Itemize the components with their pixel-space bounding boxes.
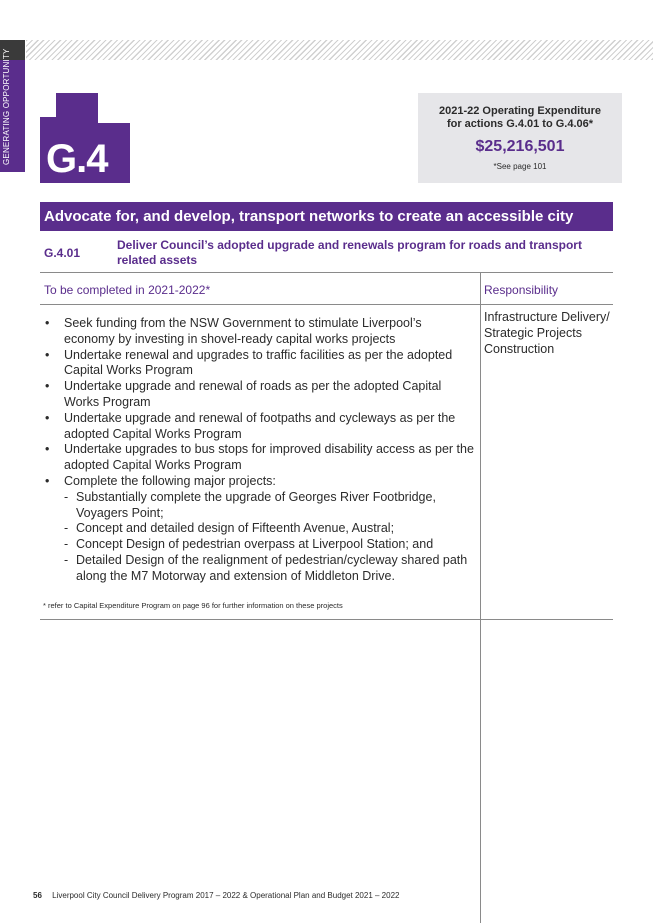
column-header-responsibility: Responsibility <box>484 283 559 297</box>
subtask-item: - Concept and detailed design of Fifteenth Avenue, Austral; <box>43 521 475 537</box>
task-item: • Undertake renewal and upgrades to traffic facilities as per the adopted Capital Works Program <box>43 348 475 380</box>
strategy-code: G.4 <box>46 137 108 181</box>
responsibility-cell <box>484 309 612 357</box>
subtask-item: - Concept Design of pedestrian overpass at Liverpool Station; and <box>43 537 475 553</box>
page-footer <box>33 891 399 900</box>
expenditure-title: 2021-22 Operating Expenditure for actions G.4.01 to G.4.06* <box>439 105 601 130</box>
expenditure-amount: $25,216,501 <box>475 138 565 155</box>
task-list <box>43 316 475 585</box>
subtask-item: - Substantially complete the upgrade of Georges River Footbridge, Voyagers Point; <box>43 490 475 522</box>
action-title: Deliver Council’s adopted upgrade and renewals program for roads and transport related assets <box>117 238 582 267</box>
action-code: G.4.01 <box>44 246 81 260</box>
side-section-label: GENERATING OPPORTUNITY <box>2 48 11 165</box>
decorative-hatch-band <box>26 40 653 60</box>
responsibility-line: Strategic Projects <box>484 326 582 340</box>
task-item: • Complete the following major projects: <box>43 474 475 490</box>
page-number: 56 <box>33 891 42 900</box>
strategy-banner: Advocate for, and develop, transport networks to create an accessible city <box>40 202 613 230</box>
responsibility-line: Infrastructure Delivery/ <box>484 310 610 324</box>
expenditure-box <box>418 93 622 183</box>
table-footnote: * refer to Capital Expenditure Program on page 96 for further information on these projects <box>43 601 343 610</box>
column-header-tasks: To be completed in 2021-2022* <box>44 283 211 297</box>
task-item: • Undertake upgrades to bus stops for improved disability access as per the adopted Capital Works Program <box>43 442 475 474</box>
responsibility-line: Construction <box>484 342 555 356</box>
banner-underline <box>40 230 613 231</box>
footer-text: Liverpool City Council Delivery Program 2017 – 2022 & Operational Plan and Budget 2021 – 2022 <box>52 891 400 900</box>
task-item: • Undertake upgrade and renewal of roads as per the adopted Capital Works Program <box>43 379 475 411</box>
task-item: • Seek funding from the NSW Government to stimulate Liverpool’s economy by investing in shovel-ready capital works projects <box>43 316 475 348</box>
table-header-row <box>40 272 613 305</box>
column-divider <box>480 272 481 923</box>
subtask-item: - Detailed Design of the realignment of pedestrian/cycleway shared path along the M7 Motorway and extension of Middleton Drive. <box>43 553 475 585</box>
expenditure-note: *See page 101 <box>493 162 547 171</box>
table-bottom-rule <box>40 619 613 620</box>
task-item: • Undertake upgrade and renewal of footpaths and cycleways as per the adopted Capital Works Program <box>43 411 475 443</box>
